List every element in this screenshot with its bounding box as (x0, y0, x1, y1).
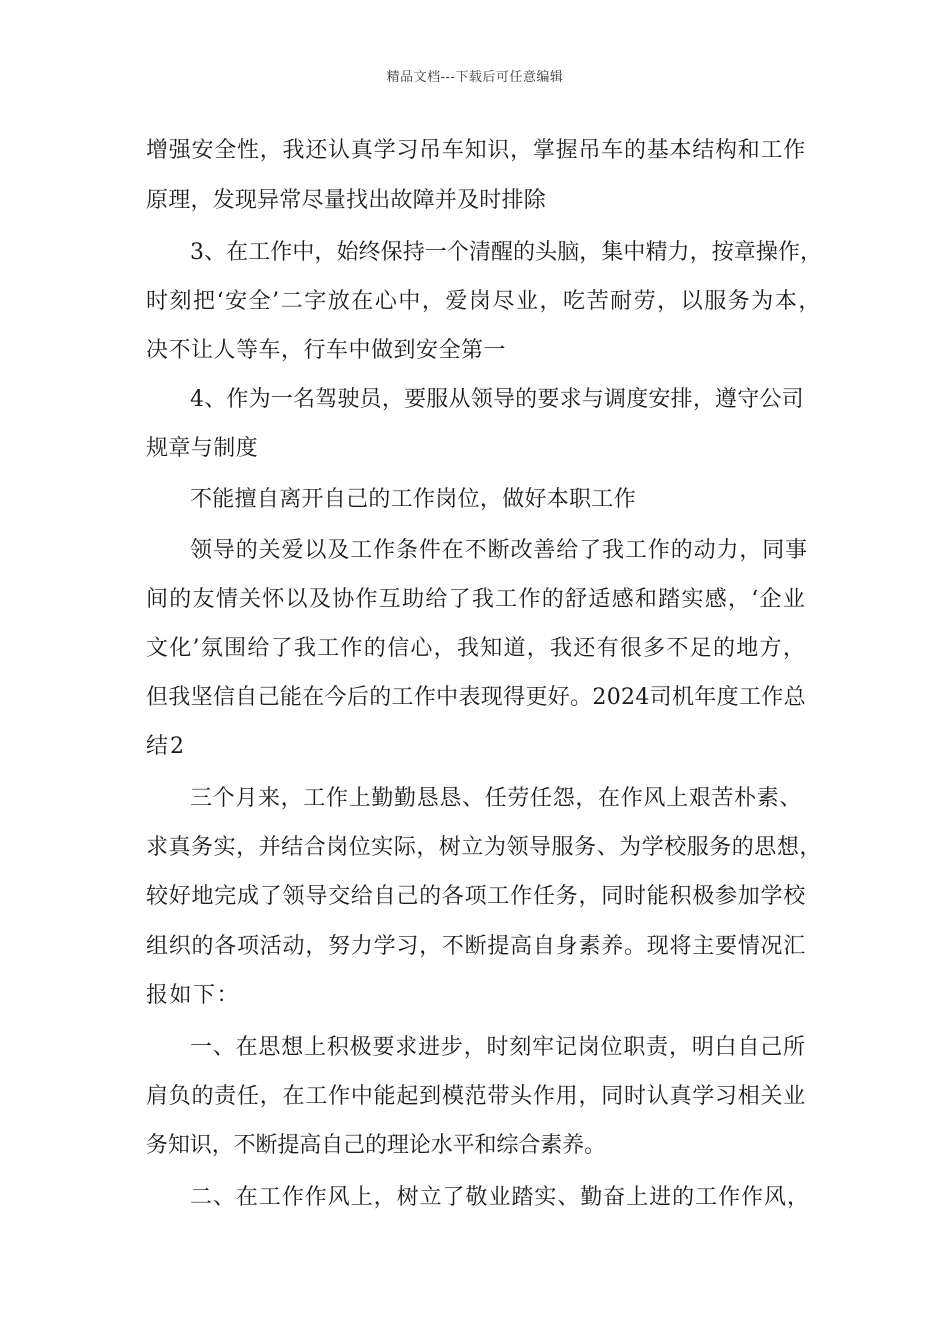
text-line: 结2 (146, 734, 186, 759)
text-line: 三个月来，工作上勤勤恳恳、任劳任怨，在作风上艰苦朴素、 (190, 786, 803, 811)
text-line: 规章与制度 (146, 436, 259, 461)
text-line: 二、在工作作风上，树立了敬业踏实、勤奋上进的工作作风， (190, 1185, 810, 1210)
text-line: 原理，发现异常尽量找出故障并及时排除 (146, 188, 546, 213)
text-line: 报如下： (146, 983, 241, 1008)
text-line: 4、作为一名驾驶员，要服从领导的要求与调度安排，遵守公司 (190, 387, 804, 412)
text-line: 务知识，不断提高自己的理论水平和综合素养。 (146, 1133, 606, 1158)
text-line: 间的友情关怀以及协作互助给了我工作的舒适感和踏实感，‘企业 (146, 587, 807, 612)
text-line: 决不让人等车，行车中做到安全第一 (146, 338, 507, 363)
text-line: 但我坚信自己能在今后的工作中表现得更好。2024司机年度工作总 (146, 685, 806, 710)
text-line: 组织的各项活动，努力学习，不断提高自身素养。现将主要情况汇 (146, 934, 807, 959)
text-line: 文化’氛围给了我工作的信心，我知道，我还有很多不足的地方， (146, 636, 807, 661)
page-header: 精品文档---下载后可任意编辑 (386, 70, 564, 85)
text-line: 时刻把‘安全’二字放在心中，爱岗尽业，吃苦耐劳，以服务为本， (146, 289, 822, 314)
text-line: 较好地完成了领导交给自己的各项工作任务，同时能积极参加学校 (146, 884, 807, 909)
text-line: 求真务实，并结合岗位实际，树立为领导服务、为学校服务的思想， (146, 835, 822, 860)
text-line: 肩负的责任，在工作中能起到模范带头作用，同时认真学习相关业 (146, 1084, 807, 1109)
text-line: 领导的关爱以及工作条件在不断改善给了我工作的动力，同事 (190, 538, 809, 563)
text-line: 不能擅自离开自己的工作岗位，做好本职工作 (190, 487, 637, 512)
text-line: 3、在工作中，始终保持一个清醒的头脑，集中精力，按章操作， (190, 240, 823, 265)
text-line: 增强安全性，我还认真学习吊车知识，掌握吊车的基本结构和工作 (146, 138, 807, 163)
text-line: 一、在思想上积极要求进步，时刻牢记岗位职责，明白自己所 (190, 1035, 806, 1060)
